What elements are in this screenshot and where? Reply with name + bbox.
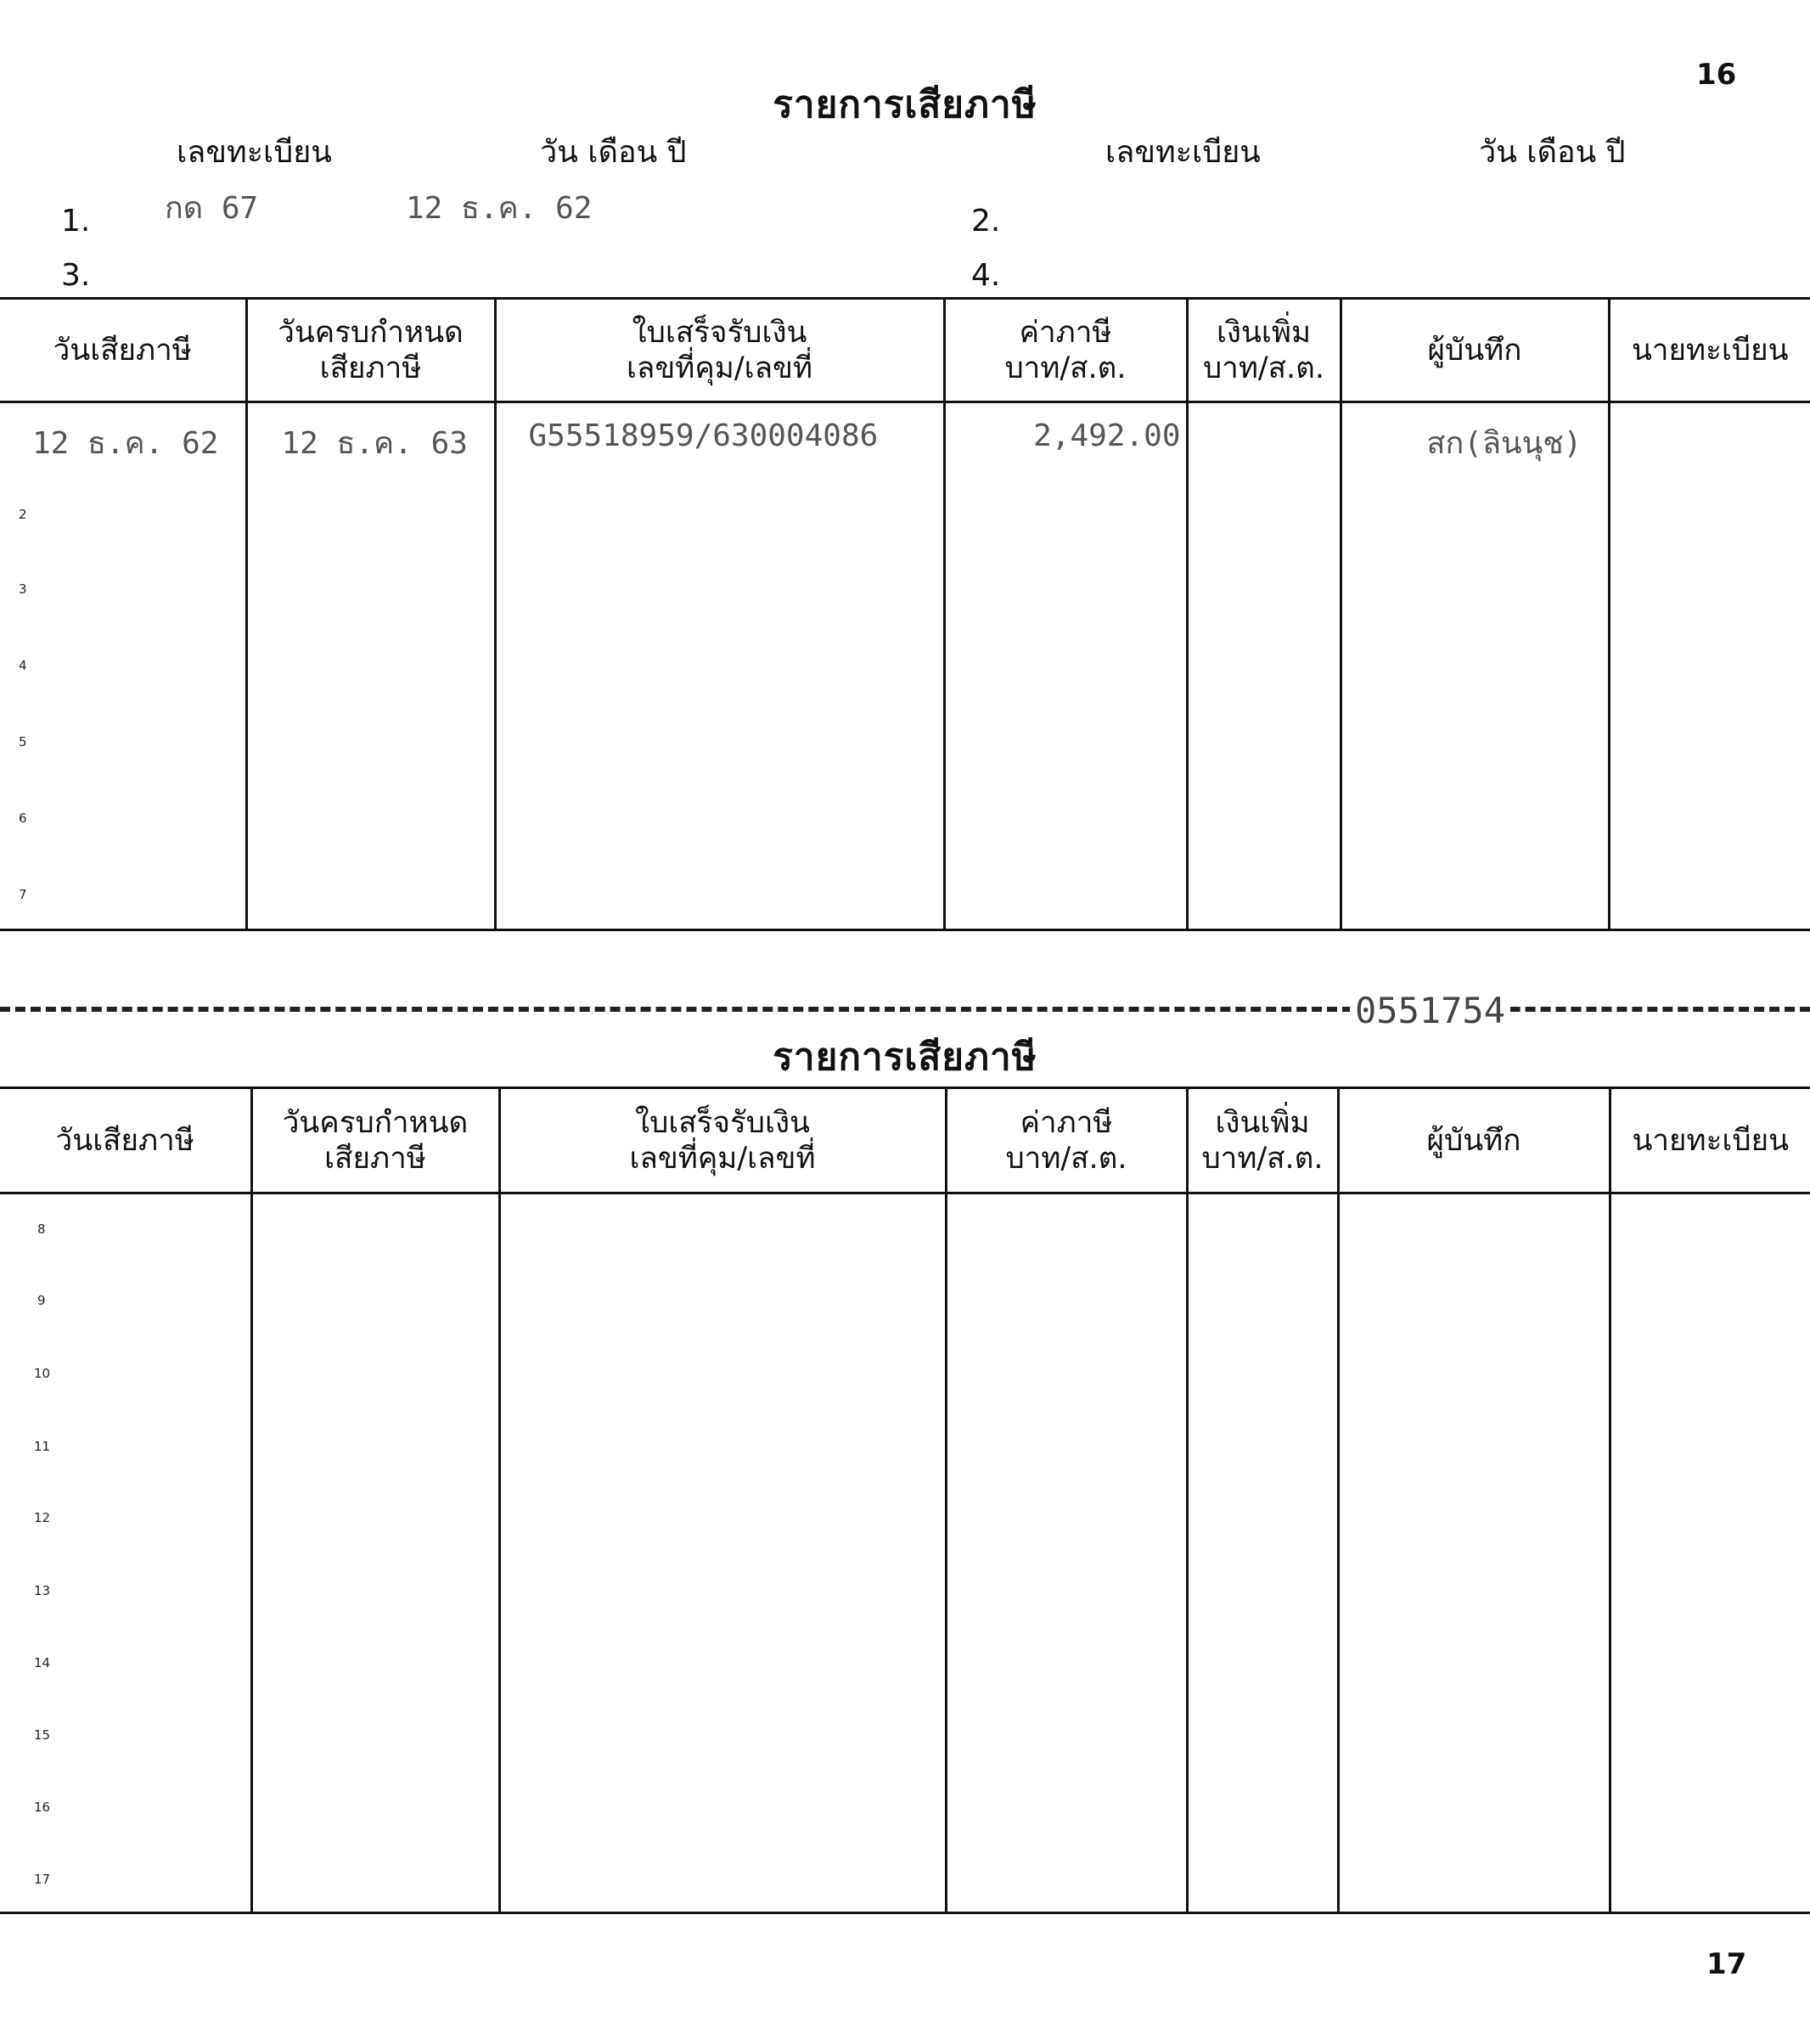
col-registrar bbox=[1610, 1193, 1810, 1913]
tear-line bbox=[0, 1007, 1810, 1012]
header-registrar: นายทะเบียน bbox=[1609, 299, 1810, 402]
row-number: 7 bbox=[19, 887, 27, 902]
col-receipt bbox=[499, 1193, 946, 1913]
row-number: 2 bbox=[19, 507, 27, 522]
header-due-date: วันครบกำหนด เสียภาษี bbox=[251, 1088, 499, 1193]
row-number: 13 bbox=[34, 1583, 51, 1598]
col-due-date bbox=[251, 1193, 499, 1913]
col-pay-date bbox=[0, 1193, 251, 1913]
row-number: 4 bbox=[19, 658, 27, 673]
table-2-header-row bbox=[0, 1088, 1810, 1193]
row-1-recorder: สก(ลินนุช) bbox=[1426, 426, 1582, 461]
page-number-top: 16 bbox=[1696, 58, 1737, 92]
row-number: 11 bbox=[34, 1439, 51, 1454]
row-number: 10 bbox=[34, 1366, 51, 1381]
col-pay-date bbox=[0, 402, 246, 930]
row-1-tax: 2,492.00 bbox=[1033, 418, 1181, 453]
table-1-header-row bbox=[0, 299, 1810, 402]
row-1-pay-date: 12 ธ.ค. 62 bbox=[32, 426, 219, 461]
tax-table-1 bbox=[0, 297, 1810, 931]
row-number: 12 bbox=[34, 1510, 51, 1525]
header-tax: ค่าภาษี บาท/ส.ต. bbox=[944, 299, 1187, 402]
header-due-date: วันครบกำหนด เสียภาษี bbox=[246, 299, 495, 402]
header-recorder: ผู้บันทึก bbox=[1341, 299, 1609, 402]
header-receipt: ใบเสร็จรับเงิน เลขที่คุม/เลขที่ bbox=[499, 1088, 946, 1193]
row-number: 9 bbox=[37, 1293, 46, 1308]
date-label-left: วัน เดือน ปี bbox=[540, 135, 687, 170]
row-number: 16 bbox=[34, 1800, 51, 1815]
control-number: 0551754 bbox=[1350, 990, 1510, 1031]
table-1-body bbox=[0, 402, 1810, 930]
col-extra bbox=[1187, 1193, 1338, 1913]
header-tax: ค่าภาษี บาท/ส.ต. bbox=[946, 1088, 1187, 1193]
header-pay-date: วันเสียภาษี bbox=[0, 1088, 251, 1193]
col-due-date bbox=[246, 402, 495, 930]
row-number: 17 bbox=[34, 1872, 51, 1887]
header-recorder: ผู้บันทึก bbox=[1338, 1088, 1610, 1193]
col-extra bbox=[1187, 402, 1341, 930]
col-tax bbox=[946, 1193, 1187, 1913]
col-receipt bbox=[495, 402, 944, 930]
header-extra: เงินเพิ่ม บาท/ส.ต. bbox=[1187, 1088, 1338, 1193]
col-registrar bbox=[1609, 402, 1810, 930]
header-receipt: ใบเสร็จรับเงิน เลขที่คุม/เลขที่ bbox=[495, 299, 944, 402]
page-number-bottom: 17 bbox=[1706, 1947, 1747, 1981]
reg-label-right: เลขทะเบียน bbox=[1105, 135, 1261, 170]
row-number: 6 bbox=[19, 811, 27, 826]
row-1-receipt: G55518959/630004086 bbox=[528, 418, 879, 453]
col-tax bbox=[944, 402, 1187, 930]
header-pay-date: วันเสียภาษี bbox=[0, 299, 246, 402]
col-recorder bbox=[1338, 1193, 1610, 1913]
row-number: 5 bbox=[19, 734, 27, 750]
row-number: 8 bbox=[37, 1221, 46, 1237]
header-registrar: นายทะเบียน bbox=[1610, 1088, 1810, 1193]
row-number: 3 bbox=[19, 581, 27, 597]
section-title-bottom: รายการเสียภาษี bbox=[773, 1036, 1037, 1079]
entry-2-number: 2. bbox=[971, 204, 1001, 239]
row-number: 15 bbox=[34, 1727, 51, 1743]
col-recorder bbox=[1341, 402, 1609, 930]
section-title-top: รายการเสียภาษี bbox=[773, 83, 1037, 126]
tax-table-2 bbox=[0, 1087, 1810, 1914]
reg-label-left: เลขทะเบียน bbox=[177, 135, 332, 170]
entry-3-number: 3. bbox=[61, 258, 91, 293]
date-label-right: วัน เดือน ปี bbox=[1479, 135, 1626, 170]
row-1-due-date: 12 ธ.ค. 63 bbox=[281, 426, 468, 461]
row-number: 14 bbox=[34, 1655, 51, 1671]
entry-1-date: 12 ธ.ค. 62 bbox=[406, 191, 593, 226]
entry-4-number: 4. bbox=[971, 258, 1001, 293]
entry-1-number: 1. bbox=[61, 204, 91, 239]
header-extra: เงินเพิ่ม บาท/ส.ต. bbox=[1187, 299, 1341, 402]
table-2-body bbox=[0, 1193, 1810, 1913]
entry-1-reg: กด 67 bbox=[165, 191, 259, 226]
